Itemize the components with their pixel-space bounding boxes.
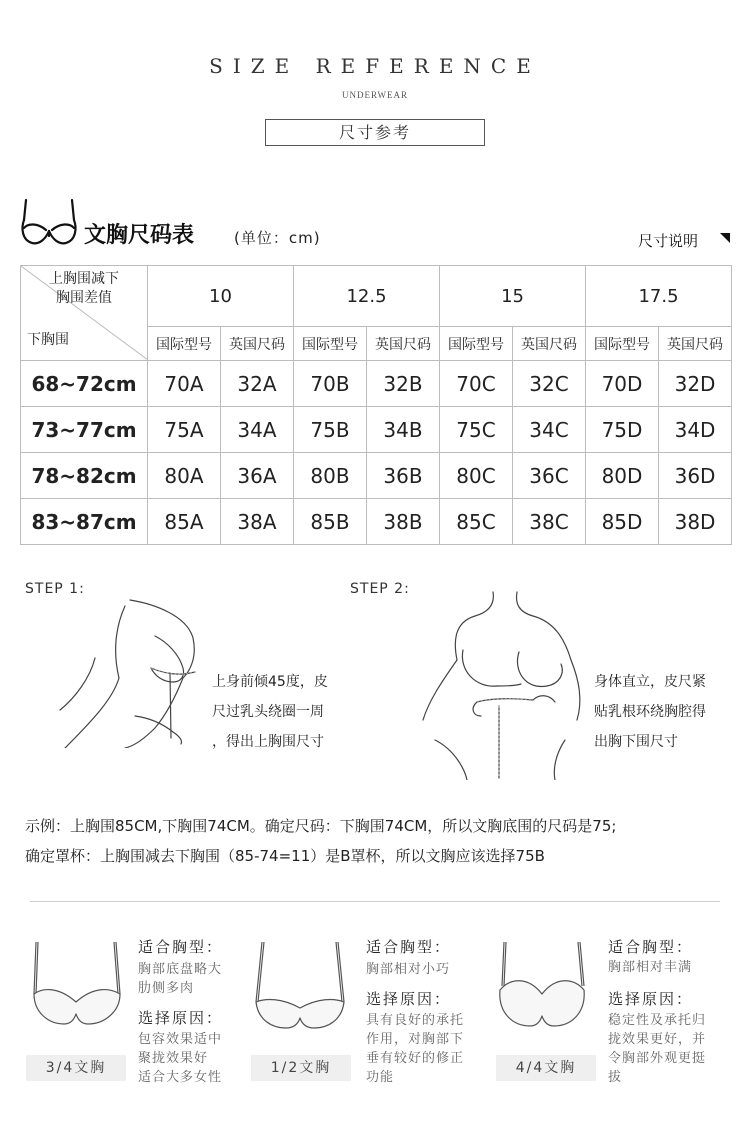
- sub-header-uk: 英国尺码: [221, 327, 294, 361]
- size-cell: 32B: [367, 361, 440, 407]
- reason-line: 包容效果适中: [138, 1032, 223, 1047]
- size-cell: 38B: [367, 499, 440, 545]
- sub-header-intl: 国际型号: [440, 327, 513, 361]
- diff-header-line2: 胸围差值: [56, 290, 112, 306]
- size-cell: 80C: [440, 453, 513, 499]
- reason-line: 稳定性及承托归: [608, 1013, 707, 1028]
- reason-line: 功能: [366, 1070, 395, 1085]
- fit-line: 胸部相对小巧: [366, 962, 451, 977]
- size-cell: 75A: [148, 407, 221, 453]
- size-cell: 32D: [659, 361, 732, 407]
- sub-header-intl: 国际型号: [294, 327, 367, 361]
- step1-line: ，得出上胸围尺寸: [212, 734, 324, 750]
- size-cell: 34A: [221, 407, 294, 453]
- fit-line: 肋侧多肉: [138, 981, 195, 996]
- reason-line: 拢效果更好，并: [608, 1032, 707, 1047]
- fit-line: 胸部底盘略大: [138, 962, 223, 977]
- size-cell: 32A: [221, 361, 294, 407]
- reason-title: 选择原因：: [138, 1009, 224, 1027]
- size-cell: 36A: [221, 453, 294, 499]
- divider: [30, 901, 720, 902]
- size-cell: 70B: [294, 361, 367, 407]
- example-line1: 示例：上胸围85CM,下胸围74CM。确定尺码：下胸围74CM，所以文胸底围的尺码是75;: [25, 817, 617, 835]
- reason-line: 作用，对胸部下: [366, 1032, 465, 1047]
- size-cell: 85A: [148, 499, 221, 545]
- table-row: [21, 407, 732, 453]
- step2-label: STEP 2:: [350, 581, 410, 597]
- step1-line: 尺过乳头绕圈一周: [212, 704, 324, 720]
- size-cell: 70D: [586, 361, 659, 407]
- size-note-link[interactable]: 尺寸说明: [638, 232, 699, 250]
- step1-label: STEP 1:: [25, 581, 85, 597]
- corner-triangle-icon: [720, 233, 730, 243]
- fit-title: 适合胸型：: [366, 938, 452, 956]
- size-cell: 34B: [367, 407, 440, 453]
- reason-title: 选择原因：: [608, 990, 694, 1008]
- table-row: [21, 499, 732, 545]
- step1-instructions: [212, 667, 328, 757]
- diff-value: 15: [440, 266, 586, 327]
- sub-header-intl: 国际型号: [148, 327, 221, 361]
- size-cell: 38A: [221, 499, 294, 545]
- example-line2: 确定罩杯：上胸围减去下胸围（85-74=11）是B罩杯，所以文胸应该选择75B: [25, 847, 545, 865]
- size-cell: 80D: [586, 453, 659, 499]
- reason-description: [366, 1011, 464, 1087]
- size-cell: 36D: [659, 453, 732, 499]
- fit-title: 适合胸型：: [608, 938, 694, 956]
- sub-header-intl: 国际型号: [586, 327, 659, 361]
- diff-header-line1: 上胸围减下: [49, 271, 119, 287]
- reason-line: 适合大多女性: [138, 1070, 223, 1085]
- size-cell: 75D: [586, 407, 659, 453]
- fit-description: [138, 960, 222, 998]
- band-header-label: 下胸围: [27, 332, 69, 348]
- bra-1-2-illustration: [252, 940, 348, 1040]
- band-range: 83~87cm: [21, 499, 148, 545]
- step2-line: 贴乳根环绕胸腔得: [594, 704, 706, 720]
- reason-title: 选择原因：: [366, 990, 452, 1008]
- step2-line: 身体直立，皮尺紧: [594, 674, 706, 690]
- size-cell: 80A: [148, 453, 221, 499]
- page-subtitle: UNDERWEAR: [342, 90, 408, 100]
- size-cell: 80B: [294, 453, 367, 499]
- page-title-en: SIZE REFERENCE: [209, 54, 541, 78]
- size-cell: 38C: [513, 499, 586, 545]
- size-cell: 75B: [294, 407, 367, 453]
- diff-header-label: [21, 270, 147, 308]
- step2-illustration: [415, 590, 585, 780]
- cup-type-label: 4/4文胸: [496, 1055, 596, 1081]
- size-cell: 85D: [586, 499, 659, 545]
- cup-type-label: 1/2文胸: [251, 1055, 351, 1081]
- size-cell: 85B: [294, 499, 367, 545]
- diff-value: 10: [148, 266, 294, 327]
- reason-line: 垂有较好的修正: [366, 1051, 465, 1066]
- section-unit: (单位：cm): [234, 229, 321, 247]
- reason-line: 聚拢效果好: [138, 1051, 209, 1066]
- bra-3-4-illustration: [28, 940, 124, 1040]
- size-cell: 75C: [440, 407, 513, 453]
- reason-line: 具有良好的承托: [366, 1013, 465, 1028]
- reason-line: 拔: [608, 1070, 623, 1085]
- size-cell: 70C: [440, 361, 513, 407]
- size-cell: 32C: [513, 361, 586, 407]
- table-corner-header: [21, 266, 148, 361]
- bra-4-4-illustration: [494, 940, 590, 1040]
- size-cell: 85C: [440, 499, 513, 545]
- fit-title: 适合胸型：: [138, 938, 224, 956]
- diff-value: 12.5: [294, 266, 440, 327]
- step1-illustration: [55, 598, 205, 748]
- bra-icon: [20, 198, 78, 248]
- size-cell: 34D: [659, 407, 732, 453]
- sub-header-uk: 英国尺码: [659, 327, 732, 361]
- size-cell: 36B: [367, 453, 440, 499]
- size-cell: 34C: [513, 407, 586, 453]
- fit-line: 胸部相对丰满: [608, 960, 693, 975]
- sub-header-uk: 英国尺码: [513, 327, 586, 361]
- step2-line: 出胸下围尺寸: [594, 734, 678, 750]
- step2-instructions: [594, 667, 706, 757]
- sub-header-uk: 英国尺码: [367, 327, 440, 361]
- fit-description: [608, 958, 692, 977]
- cup-type-label: 3/4文胸: [26, 1055, 126, 1081]
- reason-description: [608, 1011, 706, 1087]
- band-range: 78~82cm: [21, 453, 148, 499]
- table-row: [21, 453, 732, 499]
- reason-description: [138, 1030, 222, 1087]
- step1-line: 上身前倾45度，皮: [212, 674, 328, 690]
- diff-value: 17.5: [586, 266, 732, 327]
- size-cell: 38D: [659, 499, 732, 545]
- table-row: [21, 361, 732, 407]
- section-title: 文胸尺码表: [84, 223, 195, 248]
- page-title-cn: 尺寸参考: [265, 119, 485, 146]
- band-range: 68~72cm: [21, 361, 148, 407]
- reason-line: 令胸部外观更挺: [608, 1051, 707, 1066]
- size-cell: 36C: [513, 453, 586, 499]
- size-cell: 70A: [148, 361, 221, 407]
- band-range: 73~77cm: [21, 407, 148, 453]
- fit-description: [366, 960, 450, 979]
- size-table: [20, 265, 732, 545]
